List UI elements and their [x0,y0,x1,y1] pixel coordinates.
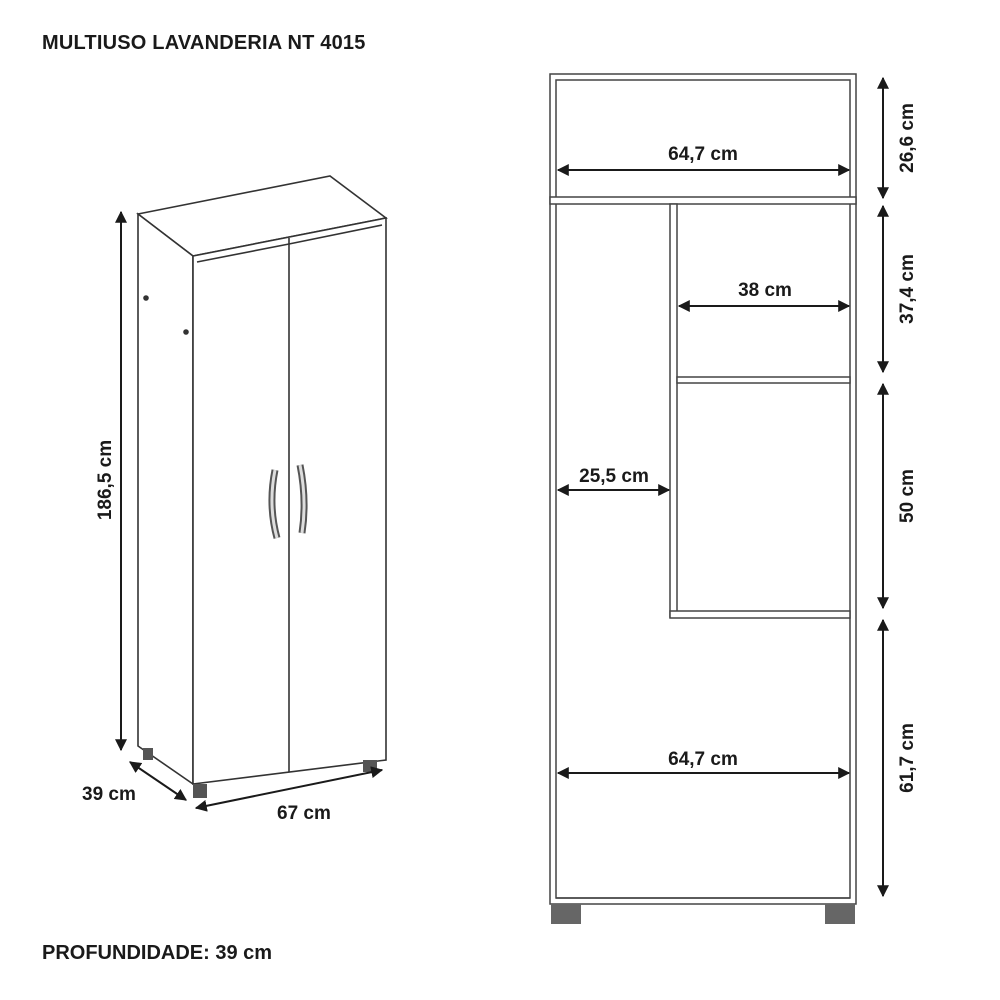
left-compartment-label: 25,5 cm [579,466,649,487]
dimension-height [95,212,121,750]
bottom-width-label: 64,7 cm [668,749,738,770]
height-label-3: 50 cm [897,469,918,523]
dimension-height-3 [883,384,918,608]
product-title: MULTIUSO LAVANDERIA NT 4015 [42,32,366,54]
depth-label: 39 cm [82,784,136,805]
height-label: 186,5 cm [95,439,116,521]
dimension-height-1 [883,78,918,198]
dimension-height-4 [883,620,918,896]
wardrobe-foot [363,760,377,772]
dimension-height-2 [883,206,918,372]
top-width-label: 64,7 cm [668,144,738,165]
height-label-2: 37,4 cm [897,254,918,324]
wardrobe-foot [193,784,207,798]
width-label: 67 cm [277,803,331,824]
wardrobe-foot [143,748,153,760]
depth-note: PROFUNDIDADE: 39 cm [42,942,273,964]
height-label-1: 26,6 cm [897,103,918,173]
wardrobe-front-view [550,74,856,924]
height-label-4: 61,7 cm [897,723,918,793]
wardrobe-perspective [138,176,386,798]
shelf-width-label: 38 cm [738,280,792,301]
